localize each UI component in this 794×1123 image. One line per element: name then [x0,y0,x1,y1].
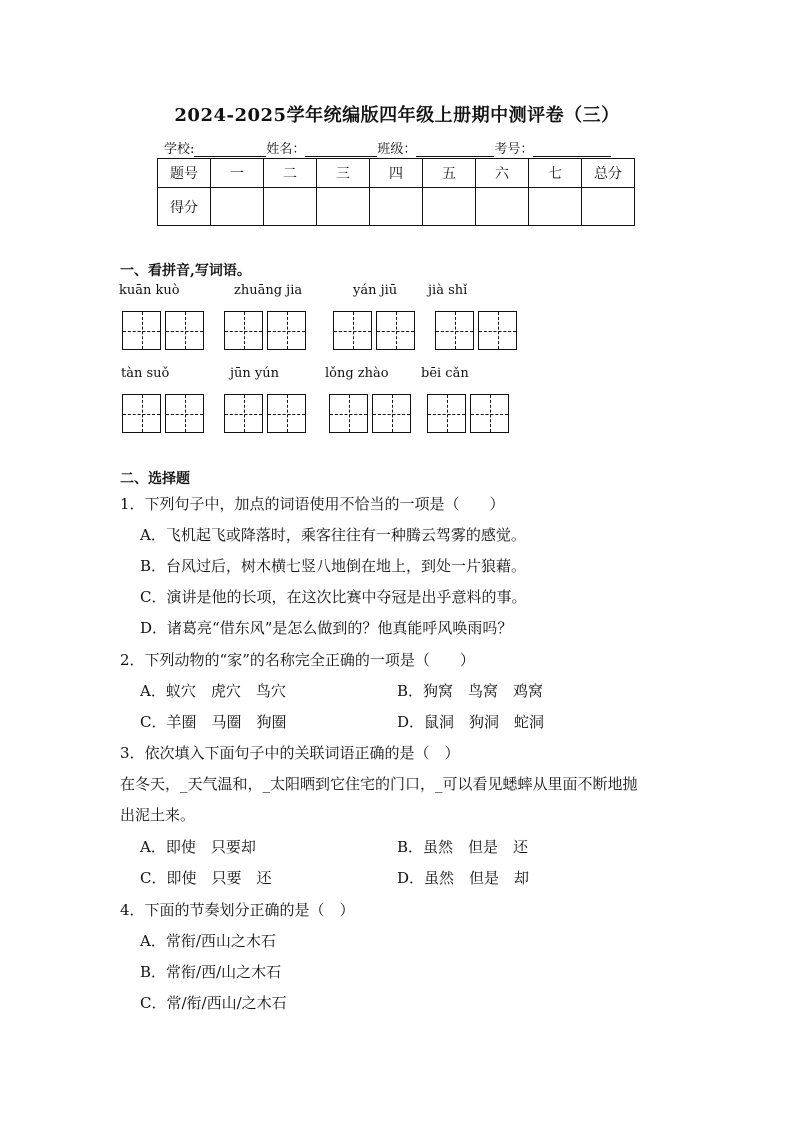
writing-grid[interactable] [122,394,204,433]
pinyin-label: kuān kuò [119,283,180,298]
pinyin-label: bēi cǎn [421,366,469,381]
question-3-option-c[interactable]: C．即使 只要 还 [140,869,272,887]
question-3-option-a[interactable]: A．即使 只要却 [140,838,256,856]
question-1-option-c[interactable]: C．演讲是他的长项，在这次比赛中夺冠是出乎意料的事。 [140,588,527,606]
pinyin-label: lǒng zhào [325,366,389,381]
question-2-option-c[interactable]: C．羊圈 马圈 狗圈 [140,713,287,731]
question-4-option-b[interactable]: B．常衔/西/山之木石 [140,963,282,981]
score-cell[interactable] [370,188,423,226]
score-header-cell: 题号 [158,159,211,188]
score-header-cell: 三 [317,159,370,188]
student-info-line [164,138,611,157]
writing-grid[interactable] [435,311,517,350]
question-3-option-d[interactable]: D．虽然 但是 却 [397,869,530,887]
score-cell[interactable] [582,188,635,226]
writing-cell[interactable] [427,394,466,433]
writing-cell[interactable] [470,394,509,433]
question-3-option-b[interactable]: B．虽然 但是 还 [397,838,529,856]
score-header-cell: 七 [529,159,582,188]
score-header-cell: 一 [211,159,264,188]
writing-cell[interactable] [333,311,372,350]
pinyin-label: jià shǐ [428,283,468,298]
question-3-passage-line: 出泥土来。 [120,806,196,824]
exam-no-field[interactable] [533,142,611,157]
school-field[interactable] [194,142,266,157]
writing-grid[interactable] [333,311,415,350]
score-table [157,158,635,226]
writing-grid[interactable] [427,394,509,433]
question-1-option-a[interactable]: A．飞机起飞或降落时，乘客往往有一种腾云驾雾的感觉。 [140,526,526,544]
writing-cell[interactable] [122,311,161,350]
section2-title: 二、选择题 [120,471,190,487]
writing-grid[interactable] [122,311,204,350]
question-4-stem: 4．下面的节奏划分正确的是（ ） [120,901,355,919]
question-4-option-c[interactable]: C．常/衔/西山/之木石 [140,994,287,1012]
class-label: 班级： [377,142,417,157]
writing-cell[interactable] [267,394,306,433]
name-label: 姓名： [266,142,306,157]
writing-cell[interactable] [435,311,474,350]
writing-cell[interactable] [329,394,368,433]
question-2-option-b[interactable]: B．狗窝 鸟窝 鸡窝 [397,682,544,700]
writing-cell[interactable] [478,311,517,350]
writing-cell[interactable] [165,311,204,350]
pinyin-label: zhuāng jia [234,283,303,298]
score-table-header-row [158,159,635,188]
score-cell[interactable] [423,188,476,226]
score-cell[interactable] [317,188,370,226]
writing-cell[interactable] [372,394,411,433]
writing-grid[interactable] [224,311,306,350]
writing-cell[interactable] [122,394,161,433]
exam-no-label: 考号： [494,142,534,157]
school-label: 学校: [164,142,195,157]
pinyin-label: yán jiū [353,283,398,298]
score-cell[interactable] [476,188,529,226]
question-1-stem: 1．下列句子中，加点的词语使用不恰当的一项是（ ） [120,495,505,513]
page-title: 2024-2025学年统编版四年级上册期中测评卷（三） [174,105,620,126]
writing-cell[interactable] [376,311,415,350]
score-cell[interactable] [211,188,264,226]
question-2-option-d[interactable]: D．鼠洞 狗洞 蛇洞 [397,713,545,731]
question-2-option-a[interactable]: A．蚁穴 虎穴 鸟穴 [140,682,286,700]
question-3-passage-line: 在冬天，_天气温和，_太阳晒到它住宅的门口，_可以看见蟋蟀从里面不断地抛 [120,775,638,793]
writing-cell[interactable] [224,394,263,433]
score-header-cell: 四 [370,159,423,188]
score-row-label: 得分 [158,188,211,226]
writing-cell[interactable] [267,311,306,350]
section1-title: 一、看拼音,写词语。 [120,263,251,279]
class-field[interactable] [416,142,494,157]
writing-cell[interactable] [224,311,263,350]
score-header-cell: 总分 [582,159,635,188]
question-1-option-b[interactable]: B．台风过后，树木横七竖八地倒在地上，到处一片狼藉。 [140,557,527,575]
writing-grid[interactable] [329,394,411,433]
score-header-cell: 五 [423,159,476,188]
question-4-option-a[interactable]: A．常衔/西山之木石 [140,932,276,950]
question-3-stem: 3．依次填入下面句子中的关联词语正确的是（ ） [120,744,460,762]
pinyin-label: tàn suǒ [121,366,170,381]
writing-grid[interactable] [224,394,306,433]
score-header-cell: 六 [476,159,529,188]
question-1-option-d[interactable]: D．诸葛亮“借东风”是怎么做到的？他真能呼风唤雨吗？ [140,619,513,637]
score-table-score-row [158,188,635,226]
score-cell[interactable] [264,188,317,226]
writing-cell[interactable] [165,394,204,433]
score-header-cell: 二 [264,159,317,188]
score-cell[interactable] [529,188,582,226]
name-field[interactable] [305,142,377,157]
pinyin-label: jūn yún [230,366,279,381]
question-2-stem: 2．下列动物的“家”的名称完全正确的一项是（ ） [120,651,475,669]
